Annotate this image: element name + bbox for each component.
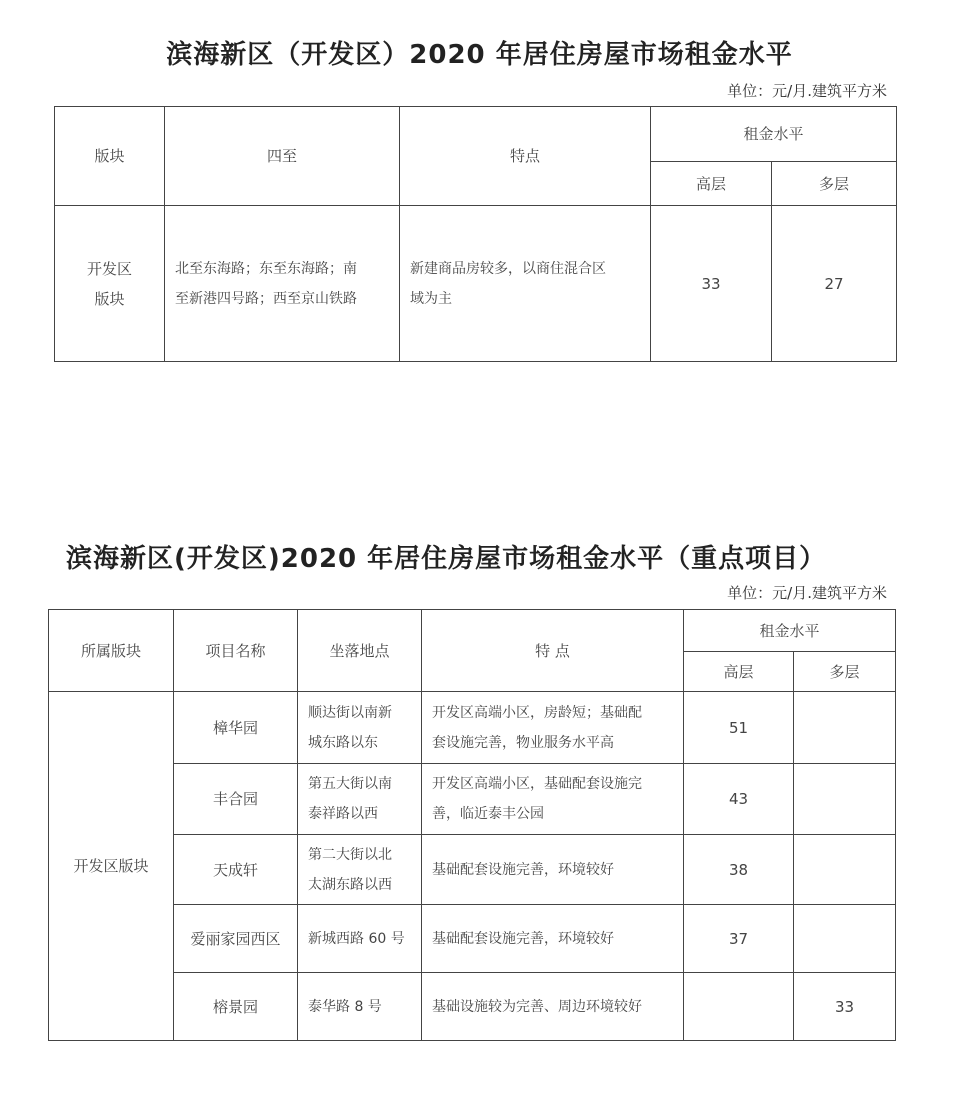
cell-high: 51 xyxy=(684,692,794,764)
header-block: 版块 xyxy=(55,107,165,206)
cell-project: 天成轩 xyxy=(174,835,298,905)
cell-location: 泰华路 8 号 xyxy=(298,973,422,1041)
rent-table-district xyxy=(54,106,897,362)
rent-table-projects xyxy=(48,609,896,1041)
header-feature: 特点 xyxy=(400,107,651,206)
header-high: 高层 xyxy=(684,652,794,692)
cell-location: 第五大街以南 泰祥路以西 xyxy=(298,764,422,835)
header-multi: 多层 xyxy=(794,652,896,692)
table-row xyxy=(49,692,896,764)
cell-high xyxy=(684,973,794,1041)
table1-title: 滨海新区（开发区）2020 年居住房屋市场租金水平 xyxy=(166,40,793,70)
cell-location: 新城西路 60 号 xyxy=(298,905,422,973)
cell-project: 爱丽家园西区 xyxy=(174,905,298,973)
header-block: 所属版块 xyxy=(49,610,174,692)
cell-block: 开发区版块 xyxy=(49,692,174,1041)
header-location: 坐落地点 xyxy=(298,610,422,692)
cell-location: 第二大街以北 太湖东路以西 xyxy=(298,835,422,905)
table1-unit: 单位：元/月.建筑平方米 xyxy=(727,82,887,100)
cell-feature: 新建商品房较多，以商住混合区 域为主 xyxy=(400,206,651,362)
cell-multi xyxy=(794,692,896,764)
cell-project: 丰合园 xyxy=(174,764,298,835)
cell-multi xyxy=(794,764,896,835)
header-boundary: 四至 xyxy=(165,107,400,206)
cell-multi: 33 xyxy=(794,973,896,1041)
table2-title: 滨海新区(开发区)2020 年居住房屋市场租金水平（重点项目） xyxy=(66,544,827,574)
header-rent: 租金水平 xyxy=(651,107,897,162)
table-row xyxy=(55,206,897,362)
table-row xyxy=(49,905,896,973)
table-row xyxy=(49,764,896,835)
header-project: 项目名称 xyxy=(174,610,298,692)
table-row xyxy=(49,835,896,905)
cell-multi xyxy=(794,835,896,905)
cell-feature: 基础设施较为完善、周边环境较好 xyxy=(422,973,684,1041)
cell-high: 37 xyxy=(684,905,794,973)
cell-feature: 开发区高端小区，基础配套设施完 善，临近泰丰公园 xyxy=(422,764,684,835)
header-multi: 多层 xyxy=(772,162,897,206)
cell-feature: 开发区高端小区，房龄短；基础配 套设施完善，物业服务水平高 xyxy=(422,692,684,764)
cell-high: 43 xyxy=(684,764,794,835)
cell-feature: 基础配套设施完善，环境较好 xyxy=(422,835,684,905)
header-high: 高层 xyxy=(651,162,772,206)
cell-boundary: 北至东海路；东至东海路；南 至新港四号路；西至京山铁路 xyxy=(165,206,400,362)
cell-multi: 27 xyxy=(772,206,897,362)
cell-project: 榕景园 xyxy=(174,973,298,1041)
cell-location: 顺达街以南新 城东路以东 xyxy=(298,692,422,764)
header-rent: 租金水平 xyxy=(684,610,896,652)
header-feature: 特 点 xyxy=(422,610,684,692)
cell-high: 38 xyxy=(684,835,794,905)
cell-high: 33 xyxy=(651,206,772,362)
cell-block: 开发区 版块 xyxy=(55,206,165,362)
cell-feature: 基础配套设施完善，环境较好 xyxy=(422,905,684,973)
table-row xyxy=(49,973,896,1041)
cell-multi xyxy=(794,905,896,973)
cell-project: 樟华园 xyxy=(174,692,298,764)
table2-unit: 单位：元/月.建筑平方米 xyxy=(727,584,887,602)
